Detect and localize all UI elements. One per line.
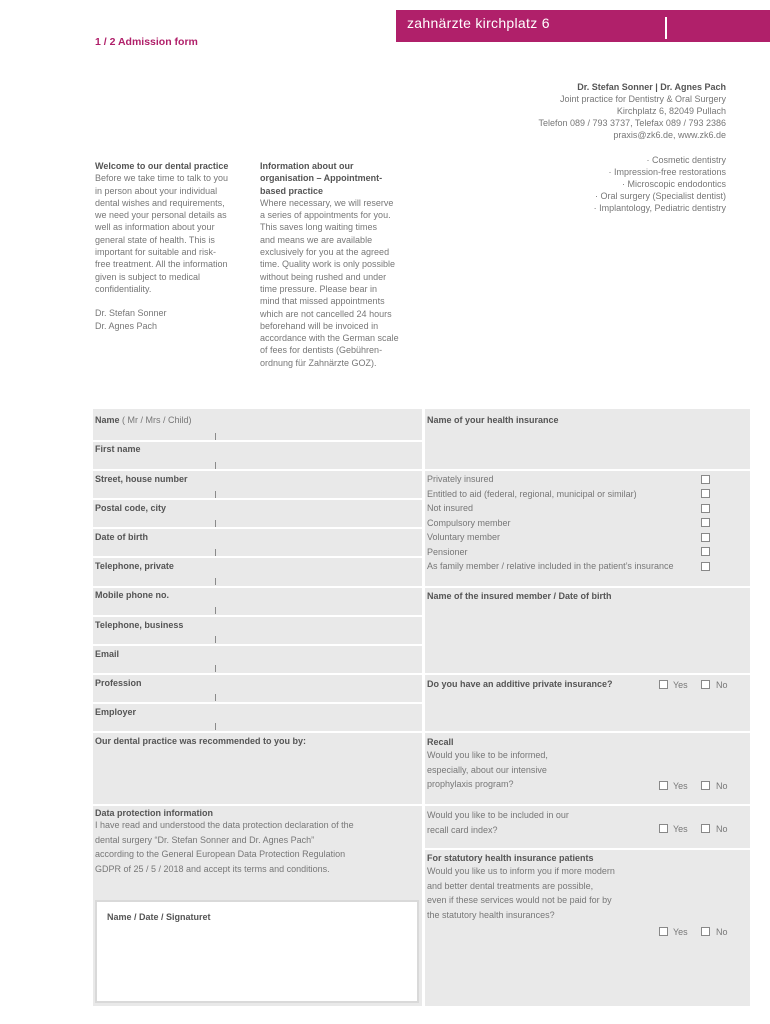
organisation-column	[260, 160, 415, 369]
service-item: · Implantology, Pediatric dentistry	[593, 203, 726, 213]
postal-code-input[interactable]	[215, 520, 216, 527]
welcome-line: important for suitable and risk-	[95, 247, 217, 258]
row-divider	[425, 848, 750, 850]
organisation-line: a series of appointments for you.	[260, 210, 391, 221]
signature-label: Name / Date / Signaturet	[107, 912, 211, 922]
statutory-yes-label: Yes	[673, 927, 688, 937]
voluntary-member-checkbox[interactable]	[701, 533, 710, 542]
welcome-line: well as information about your	[95, 222, 215, 233]
column-divider	[422, 409, 425, 1006]
row-divider	[93, 527, 422, 529]
recall-heading: Recall	[427, 737, 454, 747]
welcome-column	[95, 160, 250, 332]
name-field-label	[95, 415, 192, 425]
contact-line: praxis@zk6.de, www.zk6.de	[613, 130, 726, 140]
service-item: · Oral surgery (Specialist dentist)	[594, 191, 726, 201]
organisation-heading: Information about our	[260, 161, 354, 171]
recall-card-no-label: No	[716, 824, 728, 834]
doctor-names: Dr. Stefan Sonner | Dr. Agnes Pach	[577, 82, 726, 92]
organisation-heading: organisation – Appointment-	[260, 173, 383, 184]
organisation-line: Where necessary, we will reserve	[260, 197, 394, 208]
insurance-option-label: Compulsory member	[427, 517, 511, 528]
welcome-line: given is subject to medical	[95, 271, 201, 282]
profession-input[interactable]	[215, 694, 216, 701]
welcome-line: free treatment. All the information	[95, 259, 228, 270]
recall-card-no-checkbox[interactable]	[701, 824, 710, 833]
welcome-line: we need your personal details as	[95, 210, 227, 221]
email-label: Email	[95, 649, 120, 659]
recall-card-yes-checkbox[interactable]	[659, 824, 668, 833]
organisation-line: This saves long waiting times	[260, 222, 378, 233]
welcome-line: Before we take time to talk to you	[95, 173, 229, 184]
recall-card-yes-label: Yes	[673, 824, 688, 834]
insurance-option-label: Voluntary member	[427, 532, 501, 542]
row-divider	[93, 702, 422, 704]
statutory-line: even if these services would not be paid for by	[427, 895, 612, 905]
data-protection-line: according to the General European Data Protection Regulation	[95, 849, 346, 859]
service-item: · Microscopic endodontics	[621, 179, 726, 189]
welcome-signature: Dr. Stefan Sonner	[95, 308, 167, 319]
statutory-line: Would you like us to inform you if more modern	[427, 866, 615, 876]
recall-line: Would you like to be informed,	[427, 750, 548, 760]
mobile-label: Mobile phone no.	[95, 590, 169, 600]
insurance-option-label: Entitled to aid (federal, regional, municipal or similar)	[427, 488, 637, 499]
recall-block	[427, 736, 667, 792]
contact-block	[539, 81, 727, 141]
date-of-birth-label: Date of birth	[95, 532, 148, 542]
postal-code-label: Postal code, city	[95, 503, 167, 513]
recall-no-checkbox[interactable]	[701, 781, 710, 790]
welcome-line: in person about your individual	[95, 185, 218, 196]
statutory-no-label: No	[716, 927, 728, 937]
brand-name: zahnärzte kirchplatz 6	[407, 15, 550, 31]
privately-insured-checkbox[interactable]	[701, 475, 710, 484]
welcome-heading: Welcome to our dental practice	[95, 161, 229, 171]
entitled-to-aid-checkbox[interactable]	[701, 489, 710, 498]
services-list	[594, 154, 726, 214]
row-divider	[425, 469, 750, 471]
row-divider	[93, 586, 750, 588]
row-divider	[93, 804, 750, 806]
signature-box[interactable]	[95, 900, 419, 1003]
contact-line: Kirchplatz 6, 82049 Pullach	[616, 106, 726, 116]
organisation-line: which are not cancelled 24 hours	[260, 308, 392, 319]
organisation-line: without being rushed and under	[260, 271, 387, 282]
first-name-input[interactable]	[215, 462, 216, 469]
additive-no-label: No	[716, 680, 728, 690]
additive-insurance-label: Do you have an additive private insurance?	[427, 679, 613, 689]
statutory-no-checkbox[interactable]	[701, 927, 710, 936]
contact-line: Telefon 089 / 793 3737, Telefax 089 / 793 2386	[538, 118, 726, 128]
employer-label: Employer	[95, 707, 137, 717]
recall-yes-checkbox[interactable]	[659, 781, 668, 790]
row-divider	[93, 498, 422, 500]
organisation-line: mind that missed appointments	[260, 296, 385, 307]
insurance-option-label: Privately insured	[427, 474, 494, 484]
mobile-input[interactable]	[215, 607, 216, 614]
recall-card-line: Would you like to be included in our	[427, 810, 569, 820]
additive-no-checkbox[interactable]	[701, 680, 710, 689]
not-insured-checkbox[interactable]	[701, 504, 710, 513]
insurance-option-label: Not insured	[427, 503, 474, 513]
recall-line: prophylaxis program?	[427, 779, 514, 789]
recall-yes-label: Yes	[673, 781, 688, 791]
statutory-line: the statutory health insurances?	[427, 909, 555, 920]
data-protection-heading: Data protection information	[95, 808, 214, 818]
telephone-business-input[interactable]	[215, 636, 216, 643]
statutory-yes-checkbox[interactable]	[659, 927, 668, 936]
name-input[interactable]	[215, 433, 216, 440]
organisation-line: ordnung für Zahnärzte GOZ).	[260, 357, 377, 368]
welcome-line: confidentiality.	[95, 283, 152, 294]
compulsory-member-checkbox[interactable]	[701, 518, 710, 527]
name-hint: ( Mr / Mrs / Child)	[122, 415, 192, 425]
recall-line: especially, about our intensive	[427, 764, 547, 775]
pensioner-checkbox[interactable]	[701, 547, 710, 556]
recall-no-label: No	[716, 781, 728, 791]
statutory-heading: For statutory health insurance patients	[427, 853, 594, 863]
statutory-line: and better dental treatments are possible,	[427, 880, 594, 891]
data-protection-line: GDPR of 25 / 5 / 2018 and accept its terms and conditions.	[95, 863, 330, 874]
row-divider	[93, 731, 750, 733]
insurance-option-label: As family member / relative included in the patient’s insurance	[427, 561, 674, 571]
family-member-checkbox[interactable]	[701, 562, 710, 571]
welcome-line: general state of health. This is	[95, 234, 215, 245]
date-of-birth-input[interactable]	[215, 549, 216, 556]
email-input[interactable]	[215, 665, 216, 672]
insurance-options	[427, 472, 747, 574]
insurance-option-label: Pensioner	[427, 546, 468, 557]
welcome-line: dental wishes and requirements,	[95, 197, 225, 208]
row-divider	[93, 469, 422, 471]
organisation-heading: based practice	[260, 185, 324, 196]
data-protection-block	[95, 808, 415, 876]
street-input[interactable]	[215, 491, 216, 498]
data-protection-line: I have read and understood the data protection declaration of the	[95, 820, 354, 830]
street-label: Street, house number	[95, 474, 188, 484]
employer-input[interactable]	[215, 723, 216, 730]
page-title: 1 / 2 Admission form	[95, 36, 198, 48]
row-divider	[93, 556, 422, 558]
data-protection-line: dental surgery “Dr. Stefan Sonner and Dr. Agnes Pach”	[95, 834, 315, 845]
recall-card-line: recall card index?	[427, 824, 498, 835]
organisation-line: time pressure. Please bear in	[260, 283, 378, 294]
row-divider	[93, 440, 422, 442]
row-divider	[93, 644, 422, 646]
brand-mark	[665, 17, 667, 39]
service-item: · Impression-free restorations	[608, 167, 726, 177]
profession-label: Profession	[95, 678, 142, 688]
statutory-block	[427, 852, 687, 922]
telephone-business-label: Telephone, business	[95, 620, 184, 630]
organisation-line: of fees for dentists (Gebühren-	[260, 345, 383, 356]
telephone-private-input[interactable]	[215, 578, 216, 585]
additive-yes-label: Yes	[673, 680, 688, 690]
welcome-signature: Dr. Agnes Pach	[95, 320, 158, 331]
organisation-line: and means we are available	[260, 234, 373, 245]
brand-bar	[396, 10, 770, 42]
additive-yes-checkbox[interactable]	[659, 680, 668, 689]
health-insurance-label: Name of your health insurance	[427, 415, 559, 425]
insured-member-label: Name of the insured member / Date of birth	[427, 591, 612, 601]
recommended-by-label: Our dental practice was recommended to you by:	[95, 736, 307, 746]
first-name-label: First name	[95, 444, 141, 454]
organisation-line: time. Quality work is only possible	[260, 259, 396, 270]
row-divider	[93, 673, 750, 675]
recall-card-block	[427, 808, 667, 837]
row-divider	[93, 615, 422, 617]
name-label: Name	[95, 415, 120, 425]
contact-line: Joint practice for Dentistry & Oral Surgery	[559, 94, 726, 104]
organisation-line: beforehand will be invoiced in	[260, 320, 379, 331]
organisation-line: exclusively for you at the agreed	[260, 247, 390, 258]
service-item: · Cosmetic dentistry	[646, 155, 726, 165]
organisation-line: accordance with the German scale	[260, 333, 399, 344]
telephone-private-label: Telephone, private	[95, 561, 174, 571]
